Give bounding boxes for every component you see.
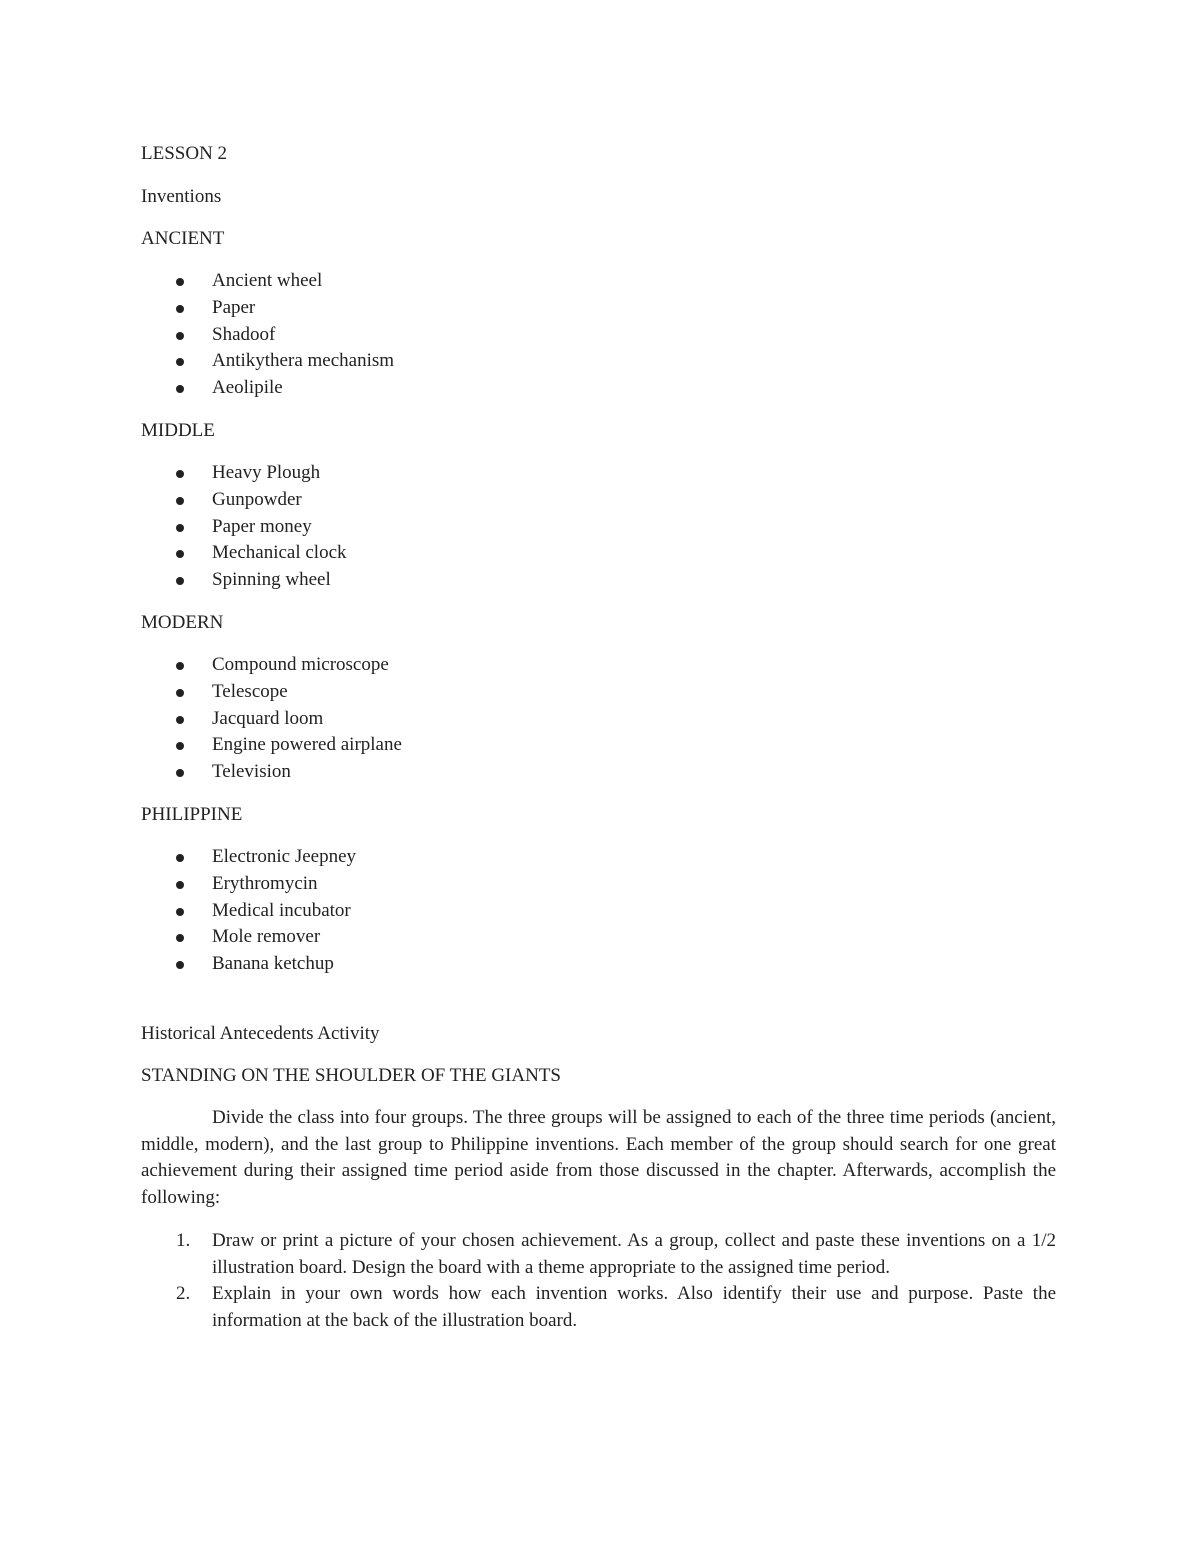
list-item: Spinning wheel [141,568,347,595]
list-item: Mechanical clock [141,541,347,568]
modern-list [141,653,402,787]
bullet-icon [176,278,184,286]
subject-heading: Inventions [141,186,222,207]
list-item: Gunpowder [141,488,347,515]
philippine-list [141,845,356,979]
bullet-icon [176,524,184,532]
step-text: Explain in your own words how each invention works. Also identify their use and purpose. Paste the information at the back of the illustration board. [212,1283,1056,1331]
bullet-icon [176,577,184,585]
bullet-icon [176,742,184,750]
lesson-title: LESSON 2 [141,143,228,164]
list-item: Engine powered airplane [141,733,402,760]
list-item: Compound microscope [141,653,402,680]
activity-subtitle: STANDING ON THE SHOULDER OF THE GIANTS [141,1065,561,1086]
bullet-icon [176,934,184,942]
step-text: Draw or print a picture of your chosen achievement. As a group, collect and paste these inventions on a 1/2 illustration board. Design the board with a theme appropriate to the assigned time period. [212,1230,1056,1278]
list-item: Paper money [141,515,347,542]
activity-steps [141,1228,1056,1334]
bullet-icon [176,550,184,558]
bullet-icon [176,689,184,697]
ancient-list [141,269,394,403]
step-number: 1. [176,1230,191,1251]
bullet-icon [176,332,184,340]
section-heading-modern: MODERN [141,612,224,633]
list-item: Television [141,760,402,787]
middle-list [141,461,347,595]
list-item: Aeolipile [141,376,394,403]
list-item: Heavy Plough [141,461,347,488]
list-item: Telescope [141,680,402,707]
bullet-icon [176,358,184,366]
list-item: Mole remover [141,925,356,952]
activity-instructions: Divide the class into four groups. The three groups will be assigned to each of the three time periods (ancient, middle, modern), and the last group to Philippine inventions. Each member of the group should search for one great achievement during their assigned time period aside from those discussed in the chapter. Afterwards, accomplish the following: [141,1107,1056,1208]
bullet-icon [176,769,184,777]
list-item: Jacquard loom [141,707,402,734]
bullet-icon [176,662,184,670]
bullet-icon [176,961,184,969]
list-item: Paper [141,296,394,323]
section-heading-ancient: ANCIENT [141,228,225,249]
list-item: Ancient wheel [141,269,394,296]
bullet-icon [176,881,184,889]
list-item: Medical incubator [141,899,356,926]
bullet-icon [176,497,184,505]
bullet-icon [176,305,184,313]
bullet-icon [176,716,184,724]
section-heading-philippine: PHILIPPINE [141,804,243,825]
bullet-icon [176,470,184,478]
list-item: Erythromycin [141,872,356,899]
step-item [141,1228,1056,1281]
bullet-icon [176,385,184,393]
bullet-icon [176,908,184,916]
list-item: Electronic Jeepney [141,845,356,872]
list-item: Shadoof [141,323,394,350]
step-number: 2. [176,1283,191,1305]
bullet-icon [176,854,184,862]
step-item [141,1281,1056,1334]
section-heading-middle: MIDDLE [141,420,215,441]
list-item: Antikythera mechanism [141,349,394,376]
list-item: Banana ketchup [141,952,356,979]
activity-title: Historical Antecedents Activity [141,1023,380,1044]
